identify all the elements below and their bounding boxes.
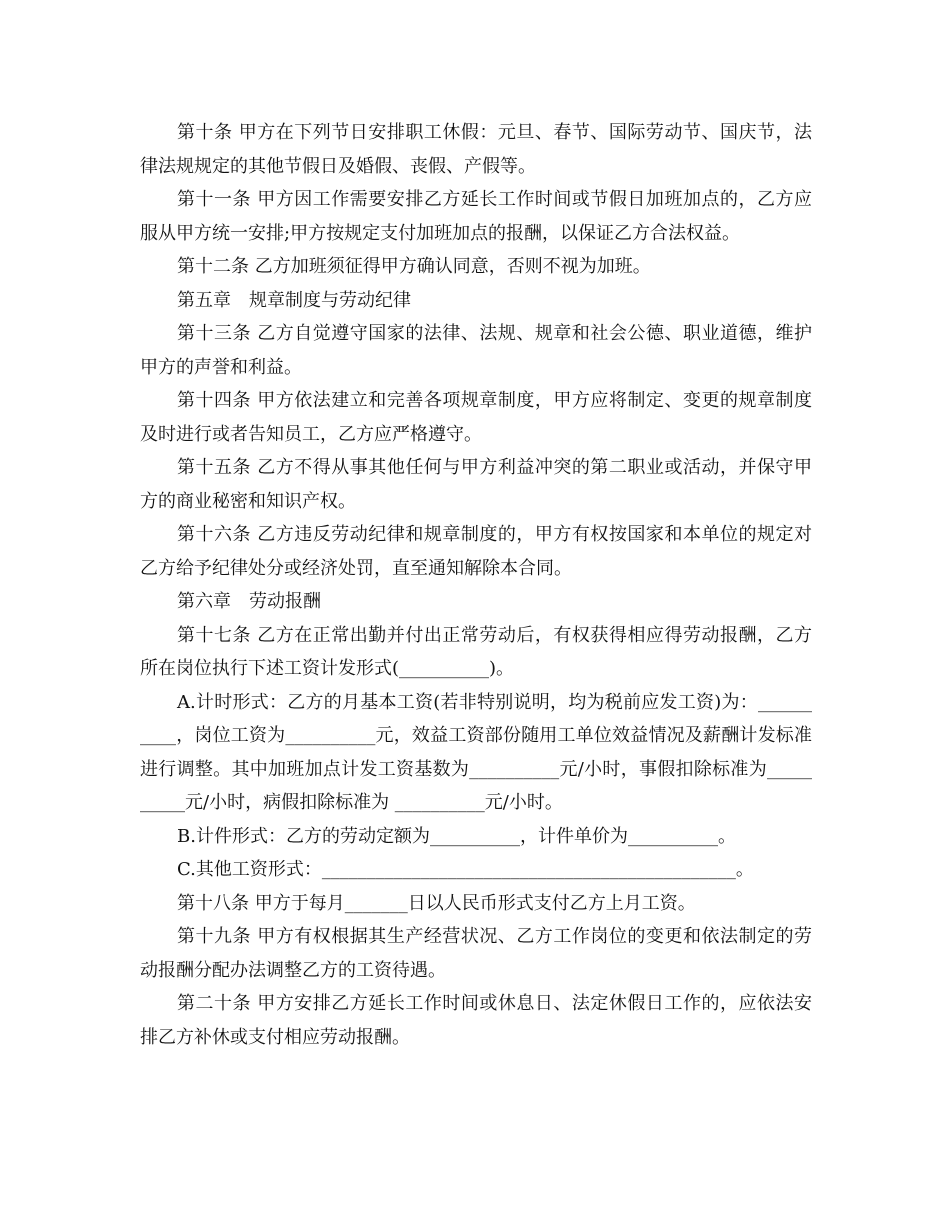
article-14: 第十四条 甲方依法建立和完善各项规章制度，甲方应将制定、变更的规章制度及时进行或者告知员工，乙方应严格遵守。	[140, 390, 812, 445]
article-20: 第二十条 甲方安排乙方延长工作时间或休息日、法定休假日工作的，应依法安排乙方补休或支付相应劳动报酬。	[140, 993, 812, 1048]
article-17: 第十七条 乙方在正常出勤并付出正常劳动后，有权获得相应得劳动报酬，乙方所在岗位执行下述工资计发形式(__________)。	[140, 624, 812, 679]
wage-form-hourly: A.计时形式：乙方的月基本工资(若非特别说明，均为税前应发工资)为：__________，岗位工资为__________元，效益工资部份随用工单位效益情况及薪酬计发标准进行调整。其中加班加点计发工资基数为__________元/小时，事假扣除标准为__________元/小时，病假扣除标准为 __________元/小时。	[140, 691, 812, 813]
wage-form-piece: B.计件形式：乙方的劳动定额为__________，计件单价为__________。	[177, 825, 736, 847]
chapter-5-heading: 第五章 规章制度与劳动纪律	[177, 289, 411, 311]
article-13: 第十三条 乙方自觉遵守国家的法律、法规、规章和社会公德、职业道德，维护甲方的声誉和利益。	[140, 323, 812, 378]
wage-form-other: C.其他工资形式：______________________________________________。	[177, 859, 754, 880]
article-18: 第十八条 甲方于每月_______日以人民币形式支付乙方上月工资。	[177, 892, 696, 914]
chapter-6-heading: 第六章 劳动报酬	[177, 591, 321, 612]
article-10: 第十条 甲方在下列节日安排职工休假：元旦、春节、国际劳动节、国庆节，法律法规规定的其他节假日及婚假、丧假、产假等。	[140, 122, 812, 177]
document-page	[140, 116, 812, 1054]
article-16: 第十六条 乙方违反劳动纪律和规章制度的，甲方有权按国家和本单位的规定对乙方给予纪律处分或经济处罚，直至通知解除本合同。	[140, 524, 812, 579]
article-19: 第十九条 甲方有权根据其生产经营状况、乙方工作岗位的变更和依法制定的劳动报酬分配办法调整乙方的工资待遇。	[140, 926, 812, 981]
article-15: 第十五条 乙方不得从事其他任何与甲方利益冲突的第二职业或活动，并保守甲方的商业秘密和知识产权。	[140, 457, 812, 512]
article-12: 第十二条 乙方加班须征得甲方确认同意，否则不视为加班。	[177, 256, 651, 277]
article-11: 第十一条 甲方因工作需要安排乙方延长工作时间或节假日加班加点的，乙方应服从甲方统一安排;甲方按规定支付加班加点的报酬，以保证乙方合法权益。	[140, 189, 812, 244]
